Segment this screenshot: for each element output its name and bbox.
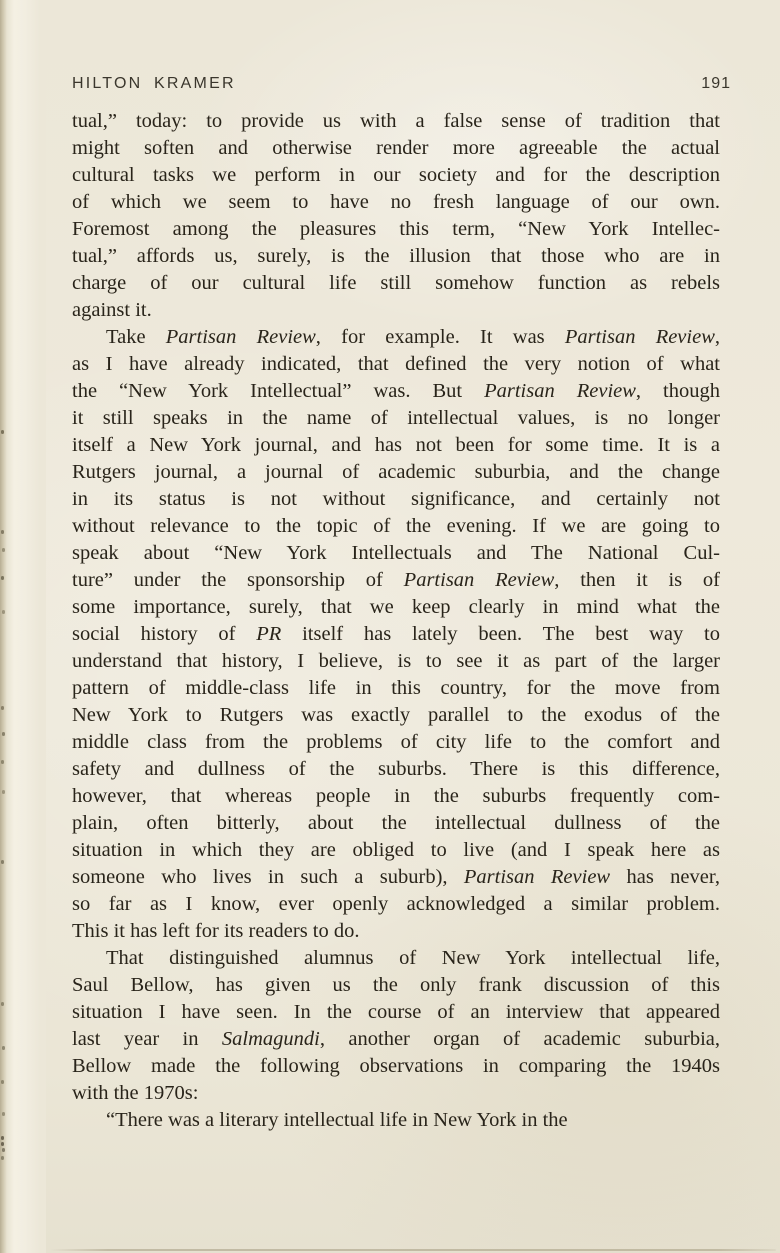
text-line: someone who lives in such a suburb), Partisan Review has never, bbox=[72, 866, 720, 888]
text-line: tual,” today: to provide us with a false sense of tradition that bbox=[72, 110, 720, 132]
text-line: speak about “New York Intellectuals and The National Cul- bbox=[72, 542, 720, 564]
text-line: pattern of middle-class life in this country, for the move from bbox=[72, 677, 720, 699]
text-line: however, that whereas people in the suburbs frequently com- bbox=[72, 785, 720, 807]
text-line: tual,” affords us, surely, is the illusion that those who are in bbox=[72, 245, 720, 267]
text-line: understand that history, I believe, is to see it as part of the larger bbox=[72, 650, 720, 672]
text-line: charge of our cultural life still somehow function as rebels bbox=[72, 272, 720, 294]
text-line: with the 1970s: bbox=[72, 1082, 199, 1104]
text-line: middle class from the problems of city life to the comfort and bbox=[72, 731, 720, 753]
text-line: That distinguished alumnus of New York intellectual life, bbox=[106, 947, 720, 969]
running-head-author: HILTON KRAMER bbox=[72, 75, 236, 92]
text-line: last year in Salmagundi, another organ of academic suburbia, bbox=[72, 1028, 720, 1050]
text-line: Foremost among the pleasures this term, “New York Intellec- bbox=[72, 218, 720, 240]
text-line: in its status is not without significance, and certainly not bbox=[72, 488, 720, 510]
text-line: of which we seem to have no fresh language of our own. bbox=[72, 191, 720, 213]
text-line: it still speaks in the name of intellectual values, is no longer bbox=[72, 407, 720, 429]
page-edge-gutter bbox=[0, 0, 46, 1253]
text-line: so far as I know, ever openly acknowledged a similar problem. bbox=[72, 893, 720, 915]
text-line: plain, often bitterly, about the intellectual dullness of the bbox=[72, 812, 720, 834]
text-line: “There was a literary intellectual life in New York in the bbox=[106, 1109, 568, 1131]
text-line: Take Partisan Review, for example. It was Partisan Review, bbox=[106, 326, 721, 348]
page-number: 191 bbox=[701, 75, 731, 92]
page-body bbox=[72, 108, 720, 1134]
scan-bottom-edge bbox=[50, 1249, 776, 1251]
text-line: Bellow made the following observations in comparing the 1940s bbox=[72, 1055, 720, 1077]
text-line: cultural tasks we perform in our society and for the description bbox=[72, 164, 720, 186]
text-line: situation I have seen. In the course of an interview that appeared bbox=[72, 1001, 720, 1023]
text-line: situation in which they are obliged to live (and I speak here as bbox=[72, 839, 720, 861]
text-line: This it has left for its readers to do. bbox=[72, 920, 360, 942]
text-line: ture” under the sponsorship of Partisan Review, then it is of bbox=[72, 569, 720, 591]
page-edge-texture bbox=[1, 430, 4, 434]
text-line: social history of PR itself has lately been. The best way to bbox=[72, 623, 721, 645]
text-line: against it. bbox=[72, 299, 152, 321]
text-line: New York to Rutgers was exactly parallel to the exodus of the bbox=[72, 704, 720, 726]
text-line: the “New York Intellectual” was. But Partisan Review, though bbox=[72, 380, 720, 402]
text-line: Saul Bellow, has given us the only frank discussion of this bbox=[72, 974, 720, 996]
text-line: might soften and otherwise render more agreeable the actual bbox=[72, 137, 720, 159]
text-line: Rutgers journal, a journal of academic suburbia, and the change bbox=[72, 461, 720, 483]
text-line: without relevance to the topic of the evening. If we are going to bbox=[72, 515, 720, 537]
text-line: itself a New York journal, and has not been for some time. It is a bbox=[72, 434, 720, 456]
text-line: some importance, surely, that we keep clearly in mind what the bbox=[72, 596, 720, 618]
text-line: as I have already indicated, that defined the very notion of what bbox=[72, 353, 720, 375]
text-line: safety and dullness of the suburbs. There is this difference, bbox=[72, 758, 720, 780]
running-head bbox=[72, 75, 731, 93]
